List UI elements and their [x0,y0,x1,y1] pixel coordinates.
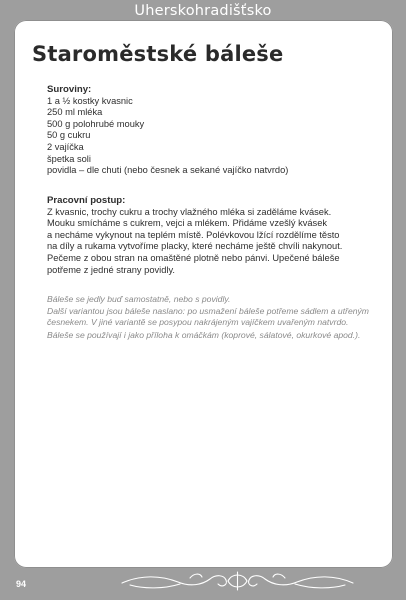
procedure-line: na díly a rukama vytvoříme placky, které necháme ještě chvíli nakynout. [47,241,343,252]
ingredient-item: 250 ml mléka [47,107,103,118]
procedure-heading: Pracovní postup: [47,195,126,206]
ingredient-item: povidla – dle chuti (nebo česnek a sekané vajíčko natvrdo) [47,165,289,176]
ingredient-item: 50 g cukru [47,130,91,141]
ingredient-item: 1 a ½ kostky kvasnic [47,95,133,106]
recipe-title: Staroměstské báleše [32,42,284,66]
flourish-ornament-icon [120,569,355,593]
page-number: 94 [16,579,27,589]
procedure-line: Z kvasnic, trochy cukru a trochy vlažného mléka si zaděláme kvásek. [47,206,332,217]
ingredient-item: špetka soli [47,153,91,164]
note-paragraph: Další variantou jsou báleše naslano: po usmažení báleše potřeme sádlem a utřeným česnekem. V jiné variantě se posypou nakrájeným vajíčkem uvařeným natvrdo. [47,306,369,328]
ingredients-section [47,84,377,177]
procedure-line: Mouku smícháme s cukrem, vejci a mlékem. Přidáme vzešlý kvásek [47,218,328,229]
procedure-line: potřeme z jedné strany povidly. [47,264,175,275]
procedure-line: a necháme vykynout na teplém místě. Polévkovou lžící rozdělíme těsto [47,229,340,240]
procedure-line: Pečeme z obou stran na omaštěné plotně nebo pánvi. Upečené báleše [47,252,340,263]
notes-section [47,294,372,342]
ingredient-item: 500 g polohrubé mouky [47,118,145,129]
ingredients-heading: Suroviny: [47,84,92,95]
procedure-section [47,195,377,276]
ingredient-item: 2 vajíčka [47,141,84,152]
note-paragraph: Báleše se používají i jako příloha k omáčkám (koprové, sálatové, okurkové apod.). [47,329,361,340]
note-paragraph: Báleše se jedly buď samostatně, nebo s povidly. [47,294,231,304]
chapter-title: Uherskohradišťsko [134,3,272,19]
